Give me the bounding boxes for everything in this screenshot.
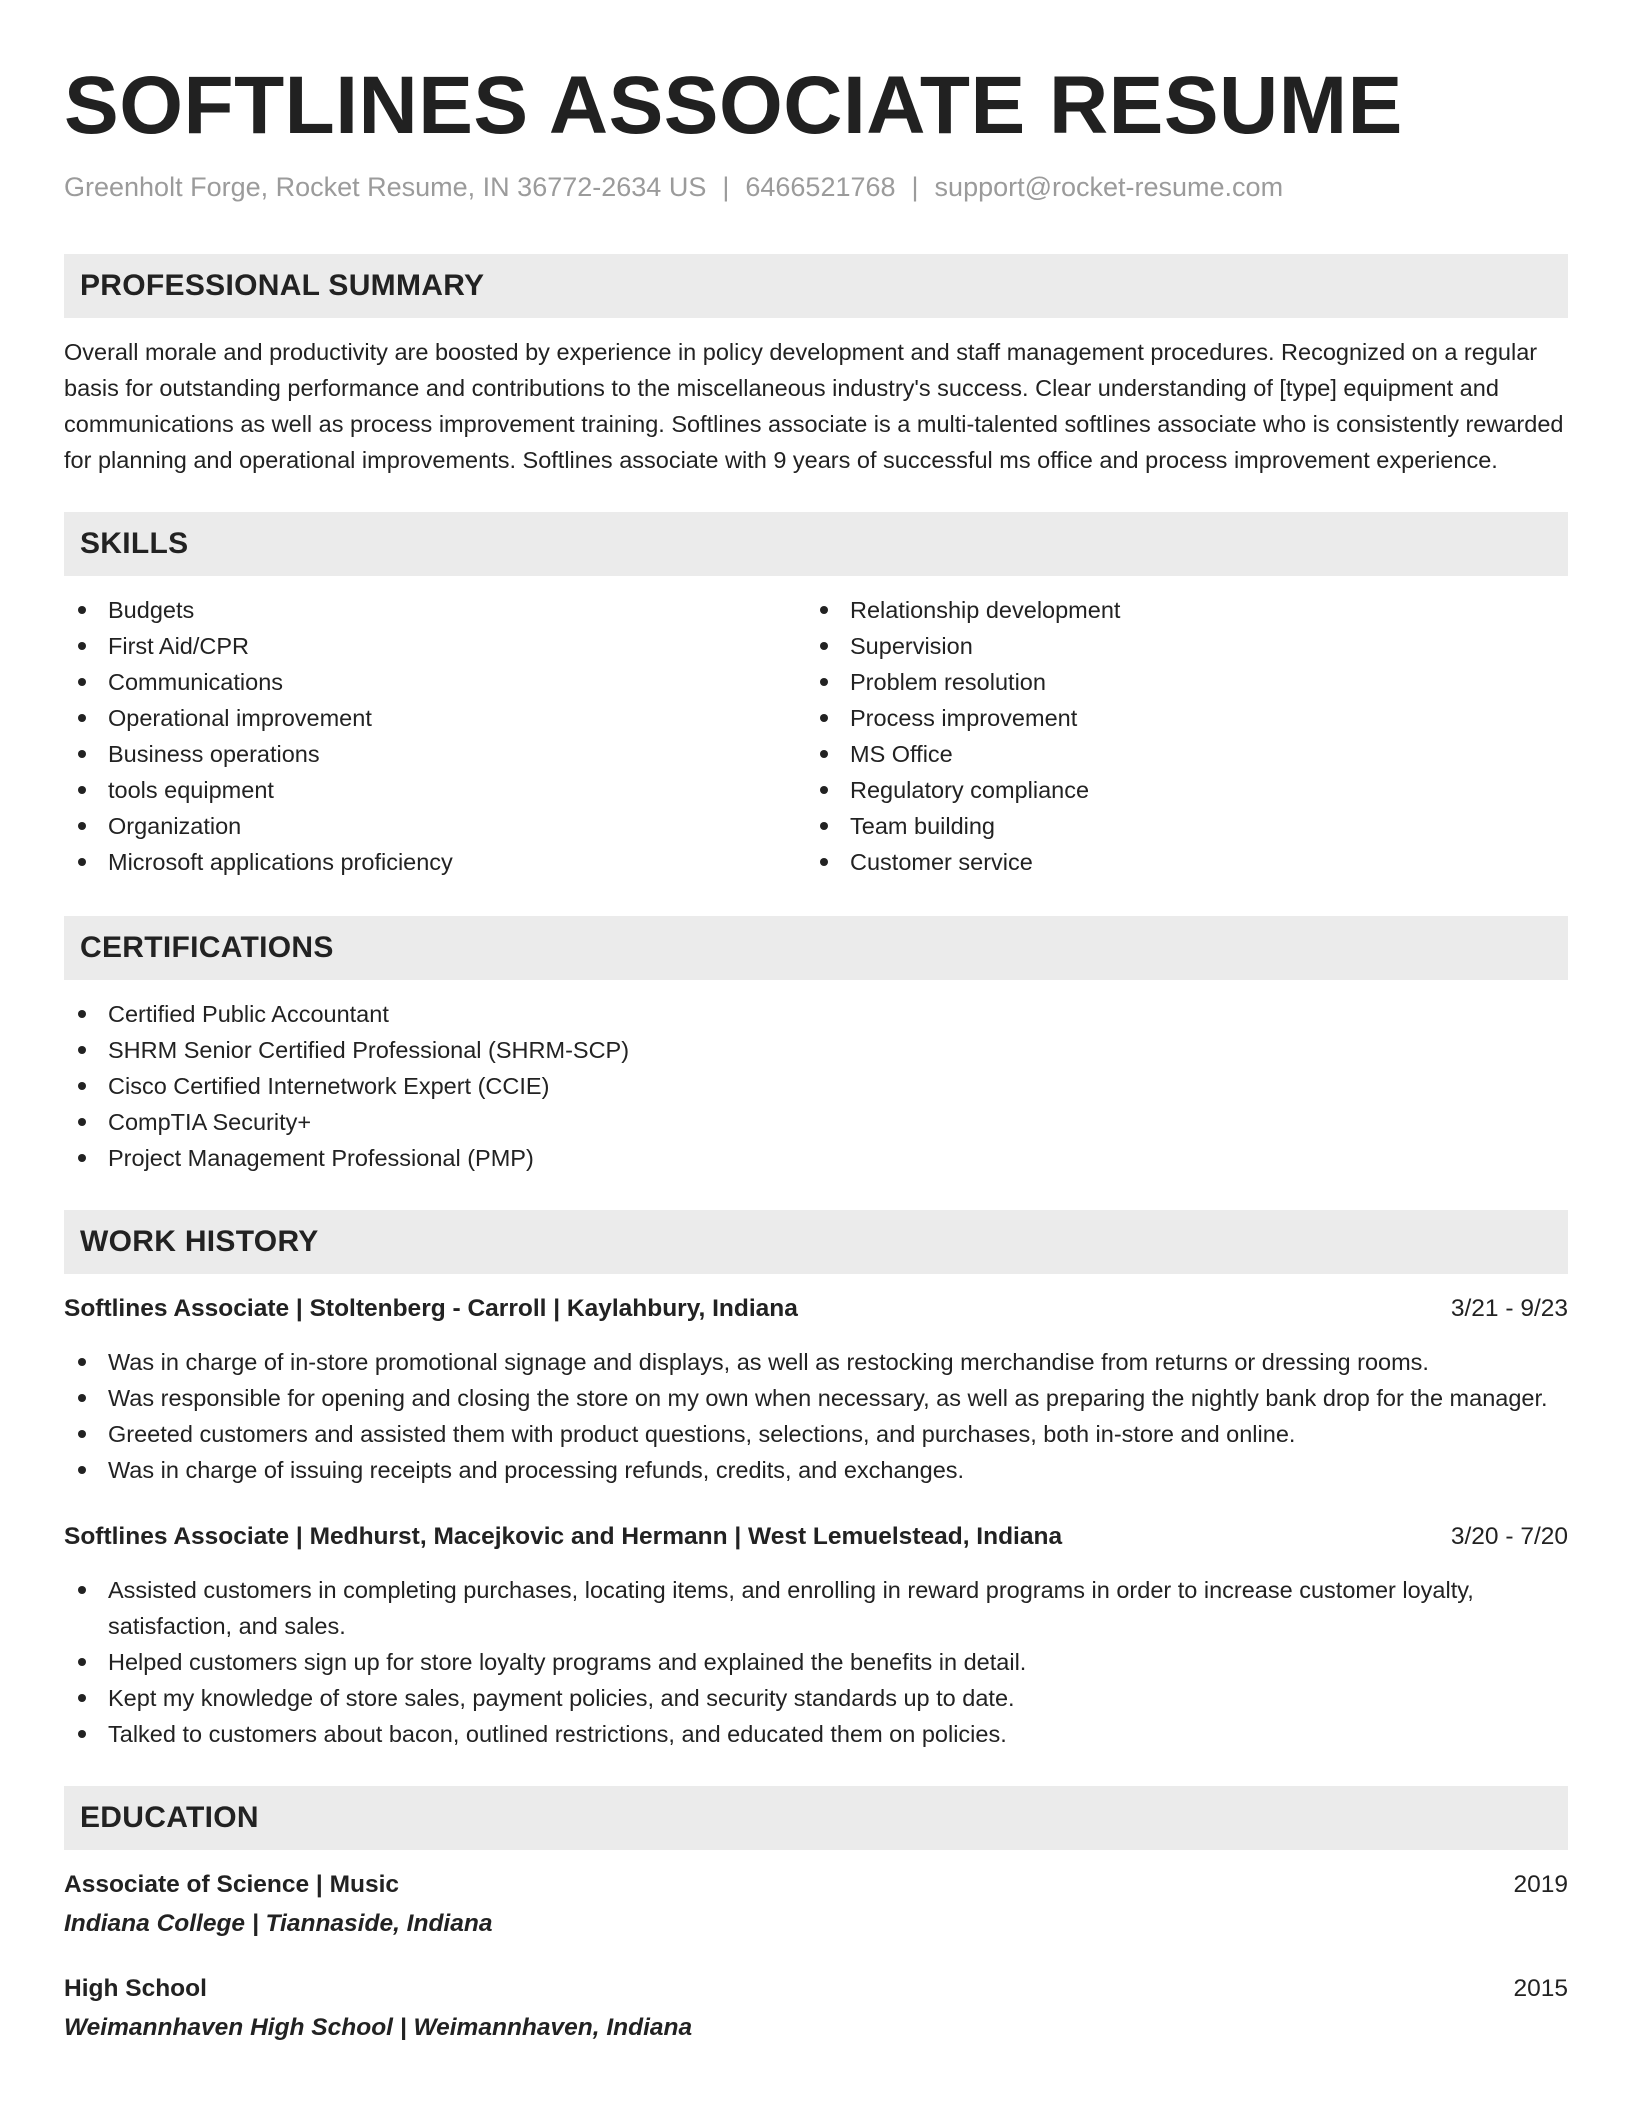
job-duty: Assisted customers in completing purchases, locating items, and enrolling in reward programs in order to increase customer loyalty, satisfaction, and sales. [64, 1572, 1568, 1644]
education-entry [64, 1868, 1568, 1942]
bullet-icon [820, 714, 828, 722]
job-duty: Greeted customers and assisted them with product questions, selections, and purchases, both in-store and online. [64, 1416, 1568, 1452]
contact-separator: | [722, 172, 730, 202]
education-header [64, 1868, 1568, 1902]
education-heading: EDUCATION [64, 1786, 1568, 1850]
bullet-icon [78, 1394, 86, 1402]
education-entry [64, 1972, 1568, 2046]
job-title: Softlines Associate | Medhurst, Macejkovic and Hermann | West Lemuelstead, Indiana [64, 1523, 1063, 1550]
bullet-icon [78, 786, 86, 794]
certification-item: Cisco Certified Internetwork Expert (CCIE) [64, 1068, 1568, 1104]
bullet-icon [78, 1118, 86, 1126]
skill-item: First Aid/CPR [64, 628, 806, 664]
skill-item: Problem resolution [806, 664, 1548, 700]
bullet-icon [78, 1658, 86, 1666]
bullet-icon [78, 606, 86, 614]
resume-title: SOFTLINES ASSOCIATE RESUME [64, 60, 1403, 151]
job-duty: Helped customers sign up for store loyalty programs and explained the benefits in detail. [64, 1644, 1568, 1680]
education-section [64, 1786, 1568, 2046]
job-entry [64, 1292, 1568, 1488]
job-dates: 3/20 - 7/20 [1450, 1523, 1568, 1550]
bullet-icon [78, 858, 86, 866]
bullet-icon [78, 1082, 86, 1090]
bullet-icon [78, 1358, 86, 1366]
skills-list-right [806, 592, 1548, 880]
job-duties [64, 1572, 1568, 1752]
education-header [64, 1972, 1568, 2006]
bullet-icon [820, 606, 828, 614]
skill-item: Customer service [806, 844, 1548, 880]
contact-separator: | [911, 172, 919, 202]
skill-item: Relationship development [806, 592, 1548, 628]
contact-address: Greenholt Forge, Rocket Resume, IN 36772-2634 US [64, 172, 707, 202]
bullet-icon [78, 1694, 86, 1702]
skill-item: Regulatory compliance [806, 772, 1548, 808]
bullet-icon [78, 1046, 86, 1054]
skill-item: Operational improvement [64, 700, 806, 736]
resume-page [64, 0, 1568, 2046]
bullet-icon [78, 822, 86, 830]
skills-section [64, 512, 1568, 880]
job-header [64, 1292, 1568, 1326]
job-duty: Was responsible for opening and closing the store on my own when necessary, as well as preparing the nightly bank drop for the manager. [64, 1380, 1568, 1416]
skill-item: Organization [64, 808, 806, 844]
skills-list-left [64, 592, 806, 880]
bullet-icon [78, 714, 86, 722]
skill-item: MS Office [806, 736, 1548, 772]
job-duty: Talked to customers about bacon, outlined restrictions, and educated them on policies. [64, 1716, 1568, 1752]
contact-email: support@rocket-resume.com [934, 172, 1284, 202]
bullet-icon [78, 1730, 86, 1738]
bullet-icon [78, 678, 86, 686]
bullet-icon [820, 822, 828, 830]
certification-item: SHRM Senior Certified Professional (SHRM-SCP) [64, 1032, 1568, 1068]
job-duty: Was in charge of in-store promotional signage and displays, as well as restocking merchandise from returns or dressing rooms. [64, 1344, 1568, 1380]
skill-item: Process improvement [806, 700, 1548, 736]
bullet-icon [78, 1466, 86, 1474]
bullet-icon [820, 786, 828, 794]
summary-section [64, 254, 1568, 478]
bullet-icon [820, 678, 828, 686]
bullet-icon [78, 750, 86, 758]
skill-item: Budgets [64, 592, 806, 628]
certifications-heading: CERTIFICATIONS [64, 916, 1568, 980]
skill-item: Microsoft applications proficiency [64, 844, 806, 880]
job-duty: Kept my knowledge of store sales, payment policies, and security standards up to date. [64, 1680, 1568, 1716]
skills-grid [64, 592, 1568, 880]
summary-text: Overall morale and productivity are boosted by experience in policy development and staff management procedures. Recognized on a regular basis for outstanding performance and contributions to the miscellaneous industry's success. Clear understanding of [type] equipment and communications as well as process improvement training. Softlines associate is a multi-talented softlines associate who is consistently rewarded for planning and operational improvements. Softlines associate with 9 years of successful ms office and process improvement experience. [64, 339, 1564, 473]
job-duties [64, 1344, 1568, 1488]
bullet-icon [820, 750, 828, 758]
skills-heading: SKILLS [64, 512, 1568, 576]
skill-item: Supervision [806, 628, 1548, 664]
bullet-icon [820, 642, 828, 650]
job-entry [64, 1520, 1568, 1752]
bullet-icon [78, 1154, 86, 1162]
certification-item: CompTIA Security+ [64, 1104, 1568, 1140]
bullet-icon [78, 1586, 86, 1594]
job-duty: Was in charge of issuing receipts and processing refunds, credits, and exchanges. [64, 1452, 1568, 1488]
skill-item: Business operations [64, 736, 806, 772]
education-year: 2015 [1513, 1975, 1568, 2002]
bullet-icon [78, 1430, 86, 1438]
education-school: Indiana College | Tiannaside, Indiana [64, 1910, 493, 1937]
bullet-icon [78, 642, 86, 650]
education-year: 2019 [1513, 1871, 1568, 1898]
skill-item: tools equipment [64, 772, 806, 808]
certification-item: Certified Public Accountant [64, 996, 1568, 1032]
skill-item: Team building [806, 808, 1548, 844]
education-degree: High School [64, 1975, 207, 2002]
job-title: Softlines Associate | Stoltenberg - Carroll | Kaylahbury, Indiana [64, 1295, 798, 1322]
education-degree: Associate of Science | Music [64, 1871, 400, 1898]
education-school: Weimannhaven High School | Weimannhaven, Indiana [64, 2014, 693, 2041]
skill-item: Communications [64, 664, 806, 700]
contact-line [64, 170, 1568, 204]
work-history-heading: WORK HISTORY [64, 1210, 1568, 1274]
job-dates: 3/21 - 9/23 [1450, 1295, 1568, 1322]
certifications-list [64, 996, 1568, 1176]
certifications-section [64, 916, 1568, 1176]
summary-heading: PROFESSIONAL SUMMARY [64, 254, 1568, 318]
contact-phone: 6466521768 [745, 172, 896, 202]
bullet-icon [820, 858, 828, 866]
work-history-section [64, 1210, 1568, 1752]
job-header [64, 1520, 1568, 1554]
certification-item: Project Management Professional (PMP) [64, 1140, 1568, 1176]
bullet-icon [78, 1010, 86, 1018]
